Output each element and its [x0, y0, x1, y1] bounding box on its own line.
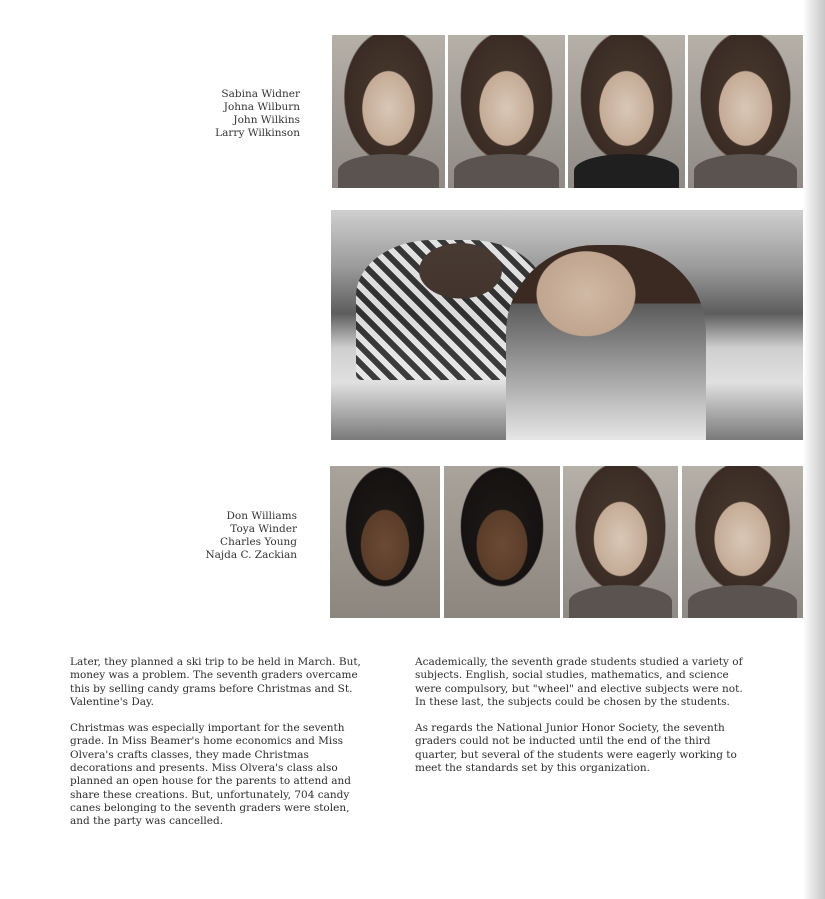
portrait-photo-6 — [444, 466, 560, 618]
portrait-photo-1 — [332, 35, 445, 188]
name-caption: Johna Wilburn — [223, 101, 300, 113]
right-text-column — [415, 656, 755, 788]
portrait-photo-2 — [448, 35, 565, 188]
scan-edge-shadow — [803, 0, 825, 899]
name-caption: John Wilkins — [233, 114, 300, 126]
portrait-photo-8 — [682, 466, 803, 618]
classroom-photo — [331, 210, 803, 440]
bottom-names-caption — [97, 510, 297, 562]
portrait-photo-5 — [330, 466, 440, 618]
name-caption: Larry Wilkinson — [215, 127, 300, 139]
top-names-caption — [100, 88, 300, 140]
name-caption: Don Williams — [226, 510, 297, 522]
name-caption: Toya Winder — [230, 523, 297, 535]
paragraph: Later, they planned a ski trip to be held in March. But, money was a problem. The seventh graders overcame this by selling candy grams before Christmas and St. Valentine's Day. — [70, 656, 361, 708]
name-caption: Sabina Widner — [221, 88, 300, 100]
name-caption: Charles Young — [220, 536, 297, 548]
paragraph: As regards the National Junior Honor Society, the seventh graders could not be inducted until the end of the third quarter, but several of the students were eagerly working to meet the standards set by this organization. — [415, 722, 737, 775]
portrait-photo-4 — [688, 35, 803, 188]
portrait-photo-3 — [568, 35, 685, 188]
left-text-column — [70, 656, 370, 842]
paragraph: Academically, the seventh grade students studied a variety of subjects. English, social studies, mathematics, and science were compulsory, but "wheel" and elective subjects were not. In these last, the subjects could be chosen by the students. — [415, 656, 743, 708]
portrait-photo-7 — [563, 466, 678, 618]
paragraph: Christmas was especially important for the seventh grade. In Miss Beamer's home economics and Miss Olvera's crafts classes, they made Christmas decorations and presents. Miss Olvera's class also planned an open house for the parents to attend and share these creations. But, unfortunately, 704 candy canes belonging to the seventh graders were stolen, and the party was cancelled. — [70, 722, 352, 828]
name-caption: Najda C. Zackian — [205, 549, 297, 561]
